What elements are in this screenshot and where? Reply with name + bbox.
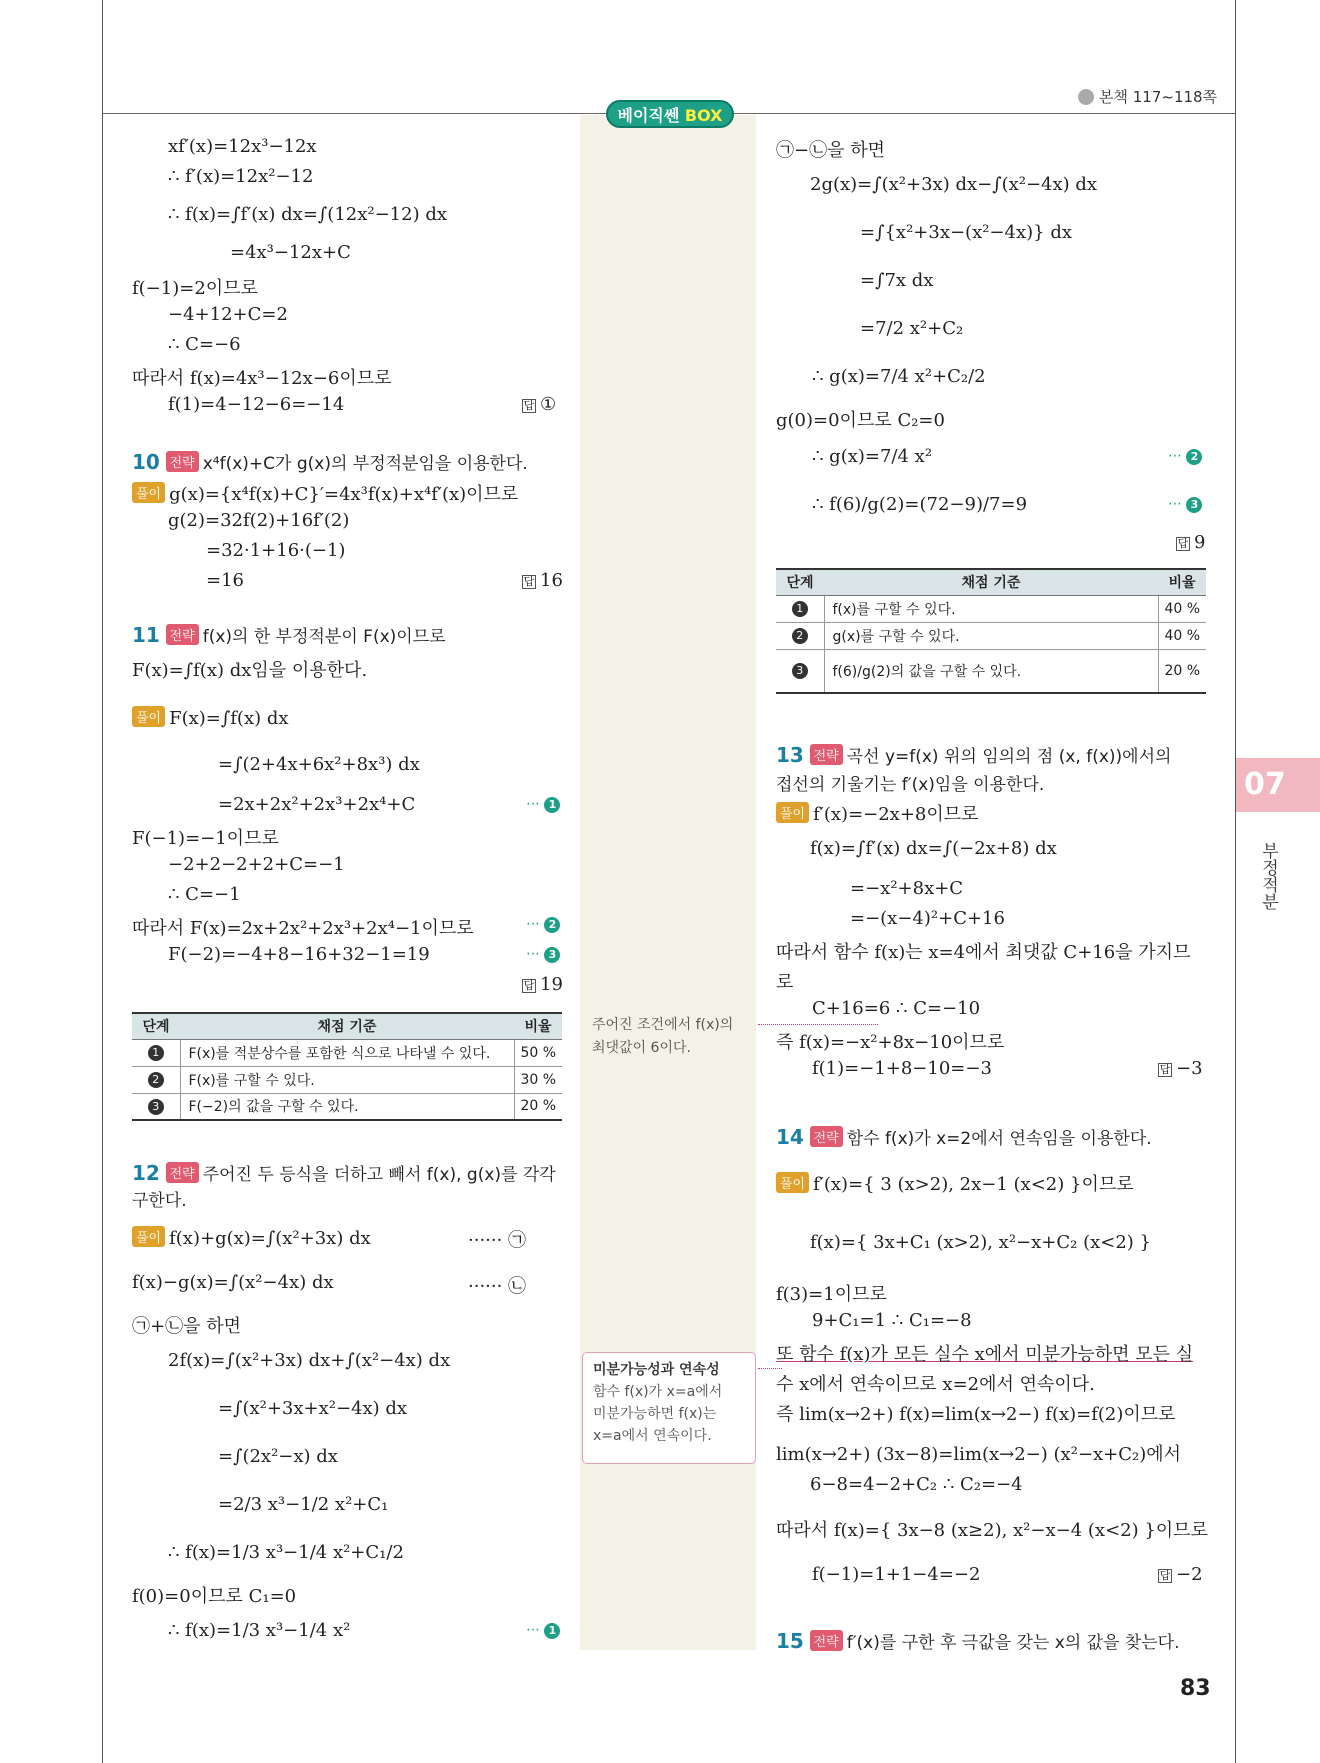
note-line: 주어진 조건에서 f(x)의 <box>592 1017 734 1033</box>
math-line: f(x)={ 3x+C₁ (x>2), x²−x+C₂ (x<2) } <box>810 1232 1151 1253</box>
problem-number: 12 <box>132 1161 160 1185</box>
note-line: 최댓값이 6이다. <box>592 1040 691 1056</box>
strategy-text: x⁴f(x)+C가 g(x)의 부정적분임을 이용한다. <box>202 454 528 474</box>
math-line: ∴ f′(x)=12x²−12 <box>168 166 314 187</box>
math-line: 6−8=4−2+C₂ ∴ C₂=−4 <box>810 1474 1023 1495</box>
table-cell: g(x)를 구할 수 있다. <box>824 622 1158 649</box>
reference-text: 본책 117~118쪽 <box>1099 88 1218 106</box>
table-row <box>132 1039 562 1066</box>
answer-icon: 답 <box>1159 1569 1171 1582</box>
badge-box-text: BOX <box>684 106 723 125</box>
answer-icon: 답 <box>523 979 535 992</box>
strategy-text: f′(x)를 구한 후 극값을 갖는 x의 값을 찾는다. <box>846 1633 1180 1653</box>
math-line: 따라서 f(x)=4x³−12x−6이므로 <box>132 368 392 389</box>
answer-14 <box>1158 1564 1203 1585</box>
solution-tag: 풀이 <box>132 706 165 727</box>
problem-number: 14 <box>776 1125 804 1149</box>
math-line: 즉 lim(x→2+) f(x)=lim(x→2−) f(x)=f(2)이므로 <box>776 1404 1176 1425</box>
math-line: g(0)=0이므로 C₂=0 <box>776 410 945 431</box>
math-line: =32·1+16·(−1) <box>206 540 346 561</box>
step-badge: 2 <box>792 628 808 644</box>
solution-line <box>132 706 289 729</box>
grading-table-12 <box>776 568 1206 694</box>
note-line: 함수 f(x)가 x=a에서 <box>593 1384 723 1400</box>
table-cell: F(x)를 구할 수 있다. <box>180 1066 514 1093</box>
answer-icon: 답 <box>523 399 535 412</box>
table-header: 단계 <box>132 1013 180 1039</box>
step-marker-2: ⋯ 2 <box>526 916 560 933</box>
strategy-text-2: 접선의 기울기는 f′(x)임을 이용한다. <box>776 775 1045 795</box>
math-line: 수 x에서 연속이므로 x=2에서 연속이다. <box>776 1374 1095 1395</box>
margin-note-differentiability <box>582 1352 756 1464</box>
step-marker-2: ⋯ 2 <box>1168 448 1202 465</box>
math-line: C+16=6 ∴ C=−10 <box>812 998 981 1019</box>
answer-value: 16 <box>540 570 563 591</box>
problem-number: 13 <box>776 743 804 767</box>
math-line: F(−1)=−1이므로 <box>132 828 279 849</box>
note-title: 미분가능성과 연속성 <box>593 1362 720 1378</box>
step-marker-3: ⋯ 3 <box>1168 496 1202 513</box>
note-connector <box>758 1024 878 1025</box>
math-line: 즉 f(x)=−x²+8x−10이므로 <box>776 1032 1005 1053</box>
math-line: 로 <box>776 972 794 993</box>
table-row <box>132 1066 562 1093</box>
math-line: ㉠−㉡을 하면 <box>776 140 885 161</box>
problem-number: 15 <box>776 1629 804 1653</box>
grading-table-11 <box>132 1012 562 1121</box>
math-line: 9+C₁=1 ∴ C₁=−8 <box>812 1310 972 1331</box>
step-number: 3 <box>544 947 560 963</box>
math-line: ∴ g(x)=7/4 x²+C₂/2 <box>812 366 986 387</box>
math-line: f′(x)={ 3 (x>2), 2x−1 (x<2) }이므로 <box>813 1174 1134 1195</box>
note-connector <box>758 1368 782 1369</box>
table-cell: 30 % <box>514 1066 562 1093</box>
math-line: ∴ C=−6 <box>168 334 241 355</box>
strategy-tag: 전략 <box>166 451 199 472</box>
math-line: =−(x−4)²+C+16 <box>850 908 1005 929</box>
math-line: f(−1)=1+1−4=−2 <box>812 1564 981 1585</box>
math-line: =∫(2x²−x) dx <box>218 1446 338 1467</box>
strategy-tag: 전략 <box>166 624 199 645</box>
math-line: =4x³−12x+C <box>230 242 351 263</box>
answer-9 <box>522 394 556 415</box>
margin-note-max <box>592 1014 733 1060</box>
problem-15-header <box>776 1628 1180 1653</box>
math-line: −4+12+C=2 <box>168 304 288 325</box>
table-row <box>776 649 1206 693</box>
chapter-title: 부정적분 <box>1258 842 1278 910</box>
problem-number: 11 <box>132 623 160 647</box>
step-number: 1 <box>544 797 560 813</box>
math-line: F(−2)=−4+8−16+32−1=19 <box>168 944 430 965</box>
math-line: xf′(x)=12x³−12x <box>168 136 317 157</box>
step-badge: 3 <box>148 1099 164 1115</box>
strategy-text-2: F(x)=∫f(x) dx임을 이용한다. <box>132 660 368 681</box>
math-line: f(1)=−1+8−10=−3 <box>812 1058 992 1079</box>
math-line: ∴ g(x)=7/4 x² <box>812 446 933 467</box>
math-line: 또 함수 f(x)가 모든 실수 x에서 미분가능하면 모든 실 <box>776 1344 1194 1365</box>
math-line: 2g(x)=∫(x²+3x) dx−∫(x²−4x) dx <box>810 174 1098 195</box>
math-line: 2f(x)=∫(x²+3x) dx+∫(x²−4x) dx <box>168 1350 451 1371</box>
solution-line <box>776 800 979 826</box>
math-line: 따라서 F(x)=2x+2x²+2x³+2x⁴−1이므로 <box>132 918 474 939</box>
math-line: f(0)=0이므로 C₁=0 <box>132 1586 297 1607</box>
math-line: f(3)=1이므로 <box>776 1284 887 1305</box>
strategy-text: 곡선 y=f(x) 위의 임의의 점 (x, f(x))에서의 <box>846 747 1172 767</box>
math-line: lim(x→2+) (3x−8)=lim(x→2−) (x²−x+C₂)에서 <box>776 1444 1181 1465</box>
answer-value: ① <box>540 394 557 415</box>
math-line: ∴ C=−1 <box>168 884 241 905</box>
table-cell: F(−2)의 값을 구할 수 있다. <box>180 1093 514 1120</box>
table-row <box>776 595 1206 622</box>
solution-tag: 풀이 <box>776 1172 809 1193</box>
table-header: 비율 <box>1158 569 1206 595</box>
left-border <box>102 0 103 1763</box>
math-line: ∴ f(x)=∫f′(x) dx=∫(12x²−12) dx <box>168 204 447 225</box>
math-line: =∫7x dx <box>860 270 934 291</box>
strategy-tag: 전략 <box>166 1162 199 1183</box>
math-line: F(x)=∫f(x) dx <box>169 708 289 729</box>
step-number: 1 <box>544 1623 560 1639</box>
math-line: =−x²+8x+C <box>850 878 964 899</box>
solution-tag: 풀이 <box>132 1226 165 1247</box>
answer-value: 9 <box>1194 532 1206 553</box>
badge-text: 베이직쎈 <box>617 106 685 125</box>
step-badge: 3 <box>792 663 808 679</box>
math-line: g(x)={x⁴f(x)+C}′=4x³f(x)+x⁴f′(x)이므로 <box>169 484 519 505</box>
answer-value: −3 <box>1176 1058 1203 1079</box>
table-cell: f(x)를 구할 수 있다. <box>824 595 1158 622</box>
table-header: 단계 <box>776 569 824 595</box>
step-badge: 1 <box>148 1045 164 1061</box>
textbook-reference <box>1078 86 1217 107</box>
strategy-text: f(x)의 한 부정적분이 F(x)이므로 <box>202 627 446 647</box>
math-line: f(−1)=2이므로 <box>132 278 258 299</box>
note-line: x=a에서 연속이다. <box>593 1428 712 1444</box>
strategy-text-2: 구한다. <box>132 1191 187 1211</box>
math-line: ∴ f(x)=1/3 x³−1/4 x²+C₁/2 <box>168 1542 404 1563</box>
strategy-text: 주어진 두 등식을 더하고 빼서 f(x), g(x)를 각각 <box>202 1165 556 1185</box>
step-marker-1: ⋯ 1 <box>526 1622 560 1639</box>
right-border <box>1235 0 1236 1763</box>
step-badge: 2 <box>148 1072 164 1088</box>
math-line: =2/3 x³−1/2 x²+C₁ <box>218 1494 389 1515</box>
table-header: 채점 기준 <box>180 1013 514 1039</box>
math-line: ∴ f(x)=1/3 x³−1/4 x² <box>168 1620 351 1641</box>
answer-13 <box>1158 1058 1203 1079</box>
math-line: −2+2−2+2+C=−1 <box>168 854 345 875</box>
problem-11-header <box>132 622 446 647</box>
strategy-tag: 전략 <box>810 744 843 765</box>
answer-icon: 답 <box>1177 537 1189 550</box>
equation-marker: ······ ㉠ <box>468 1230 527 1251</box>
table-cell: 20 % <box>514 1093 562 1120</box>
equation-marker: ······ ㉡ <box>468 1276 527 1297</box>
solution-tag: 풀이 <box>776 802 809 823</box>
problem-10-header <box>132 449 528 474</box>
problem-12-header <box>132 1160 556 1185</box>
math-line: =∫{x²+3x−(x²−4x)} dx <box>860 222 1072 243</box>
step-number: 2 <box>1186 449 1202 465</box>
math-line: 따라서 함수 f(x)는 x=4에서 최댓값 C+16을 가지므 <box>776 942 1191 963</box>
page-number: 83 <box>1180 1676 1211 1701</box>
problem-14-header <box>776 1124 1152 1149</box>
math-line: =16 <box>206 570 244 591</box>
note-line: 미분가능하면 f(x)는 <box>593 1406 717 1422</box>
table-cell: 50 % <box>514 1039 562 1066</box>
solution-line <box>132 480 518 506</box>
table-cell: 40 % <box>1158 595 1206 622</box>
answer-value: −2 <box>1176 1564 1203 1585</box>
basic-box-badge <box>606 100 734 128</box>
math-line: f(1)=4−12−6=−14 <box>168 394 345 415</box>
math-line: f(x)−g(x)=∫(x²−4x) dx <box>132 1272 334 1293</box>
problem-13-header <box>776 742 1171 767</box>
math-line: =∫(2+4x+6x²+8x³) dx <box>218 754 420 775</box>
math-line: f(x)=∫f′(x) dx=∫(−2x+8) dx <box>810 838 1057 859</box>
math-line: ∴ f(6)/g(2)=(72−9)/7=9 <box>812 494 1028 515</box>
solution-line <box>132 1226 371 1249</box>
math-line: f(x)+g(x)=∫(x²+3x) dx <box>169 1228 371 1249</box>
answer-10 <box>522 570 563 591</box>
answer-value: 19 <box>540 974 563 995</box>
step-number: 2 <box>544 917 560 933</box>
solution-line <box>776 1170 1134 1196</box>
math-line: ㉠+㉡을 하면 <box>132 1316 241 1337</box>
step-marker-1: ⋯ 1 <box>526 796 560 813</box>
table-row <box>132 1093 562 1120</box>
table-header: 채점 기준 <box>824 569 1158 595</box>
step-marker-3: ⋯ 3 <box>526 946 560 963</box>
chapter-tab: 07 <box>1236 758 1320 812</box>
math-line: =2x+2x²+2x³+2x⁴+C <box>218 794 416 815</box>
answer-11 <box>522 974 563 995</box>
strategy-tag: 전략 <box>810 1126 843 1147</box>
table-cell: F(x)를 적분상수를 포함한 식으로 나타낼 수 있다. <box>180 1039 514 1066</box>
answer-icon: 답 <box>523 575 535 588</box>
table-row <box>776 622 1206 649</box>
table-cell: f(6)/g(2)의 값을 구할 수 있다. <box>824 649 1158 693</box>
math-line: =∫(x²+3x+x²−4x) dx <box>218 1398 408 1419</box>
table-cell: 20 % <box>1158 649 1206 693</box>
math-line: 따라서 f(x)={ 3x−8 (x≥2), x²−x−4 (x<2) }이므로 <box>776 1520 1208 1541</box>
problem-number: 10 <box>132 450 160 474</box>
answer-12 <box>1176 532 1205 553</box>
math-line: g(2)=32f(2)+16f′(2) <box>168 510 350 531</box>
step-badge: 1 <box>792 601 808 617</box>
table-header: 비율 <box>514 1013 562 1039</box>
table-cell: 40 % <box>1158 622 1206 649</box>
math-line: =7/2 x²+C₂ <box>860 318 964 339</box>
answer-icon: 답 <box>1159 1063 1171 1076</box>
step-number: 3 <box>1186 497 1202 513</box>
math-line: f′(x)=−2x+8이므로 <box>813 804 979 825</box>
solution-tag: 풀이 <box>132 482 165 503</box>
strategy-tag: 전략 <box>810 1630 843 1651</box>
strategy-text: 함수 f(x)가 x=2에서 연속임을 이용한다. <box>846 1129 1152 1149</box>
reference-icon <box>1078 89 1094 105</box>
